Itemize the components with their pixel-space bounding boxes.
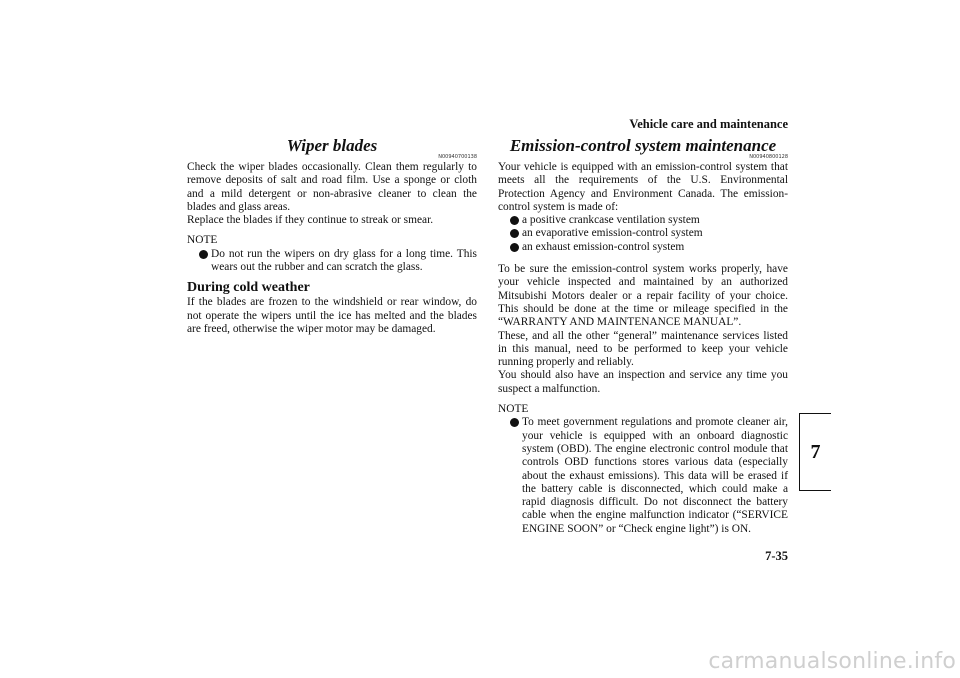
note-bullet-text: To meet government regulations and promote cleaner air, your vehicle is equipped with an onboard diagnostic system (OBD). The engine electronic control module that controls OBD functions stores various data (especially about the exhaust emissions). This data will be erased if the battery cable is disconnected, which could make a rapid diagnosis difficult. Do not disconnect the battery cable when the engine malfunction indicator (“SERVICE ENGINE SOON” or “Check engine light”) is ON. <box>522 416 788 535</box>
watermark: carmanualsonline.info <box>708 649 956 674</box>
list-item <box>498 214 788 227</box>
right-column <box>498 136 788 536</box>
note-bullet <box>498 416 788 536</box>
emission-paragraph-2: To be sure the emission-control system works properly, have your vehicle inspected and maintained by an authorized Mitsubishi Motors dealer or a repair facility of your choice. This should be done at the time or mileage specified in the “WARRANTY AND MAINTENANCE MANUAL”. <box>498 263 788 329</box>
note-label: NOTE <box>498 403 529 416</box>
subheading-cold-weather: During cold weather <box>187 280 310 296</box>
page-number: 7-35 <box>765 549 788 563</box>
list-item-text: an exhaust emission-control system <box>522 240 685 253</box>
emission-intro-paragraph: Your vehicle is equipped with an emission-control system that meets all the requirements of the U.S. Environmental Protection Agency and Environment Canada. The emission-control system is made of: <box>498 161 788 213</box>
reference-code: N00940800128 <box>749 154 788 160</box>
running-header: Vehicle care and maintenance <box>629 117 788 131</box>
bullet-icon <box>510 243 519 252</box>
list-item <box>498 241 788 254</box>
bullet-icon <box>510 216 519 225</box>
cold-weather-paragraph: If the blades are frozen to the windshield or rear window, do not operate the wipers until the ice has melted and the blades are freed, otherwise the wiper motor may be damaged. <box>187 296 477 335</box>
left-column <box>187 136 477 336</box>
system-list <box>498 214 788 254</box>
list-item <box>498 227 788 240</box>
note-bullet <box>187 248 477 275</box>
section-title-emission-control: Emission-control system maintenance <box>509 136 777 155</box>
chapter-tab: 7 <box>799 413 831 491</box>
list-item-text: a positive crankcase ventilation system <box>522 214 700 227</box>
bullet-icon <box>510 229 519 238</box>
note-label: NOTE <box>187 234 218 247</box>
wiper-paragraph-2: Replace the blades if they continue to streak or smear. <box>187 214 434 227</box>
section-title-wiper-blades: Wiper blades <box>286 136 378 155</box>
wiper-paragraph-1: Check the wiper blades occasionally. Clean them regularly to remove deposits of salt and road film. Use a sponge or cloth and a mild detergent or non-abrasive cleaner to clean the blades and glass areas. <box>187 161 477 213</box>
bullet-icon <box>510 418 519 427</box>
note-bullet-text: Do not run the wipers on dry glass for a long time. This wears out the rubber and can scratch the glass. <box>211 247 477 274</box>
emission-paragraph-3: These, and all the other “general” maintenance services listed in this manual, need to be performed to keep your vehicle running properly and reliably. <box>498 329 788 369</box>
emission-paragraph-4: You should also have an inspection and service any time you suspect a malfunction. <box>498 369 788 395</box>
bullet-icon <box>199 250 208 259</box>
list-item-text: an evaporative emission-control system <box>522 227 703 240</box>
reference-code: N00940700138 <box>438 154 477 160</box>
